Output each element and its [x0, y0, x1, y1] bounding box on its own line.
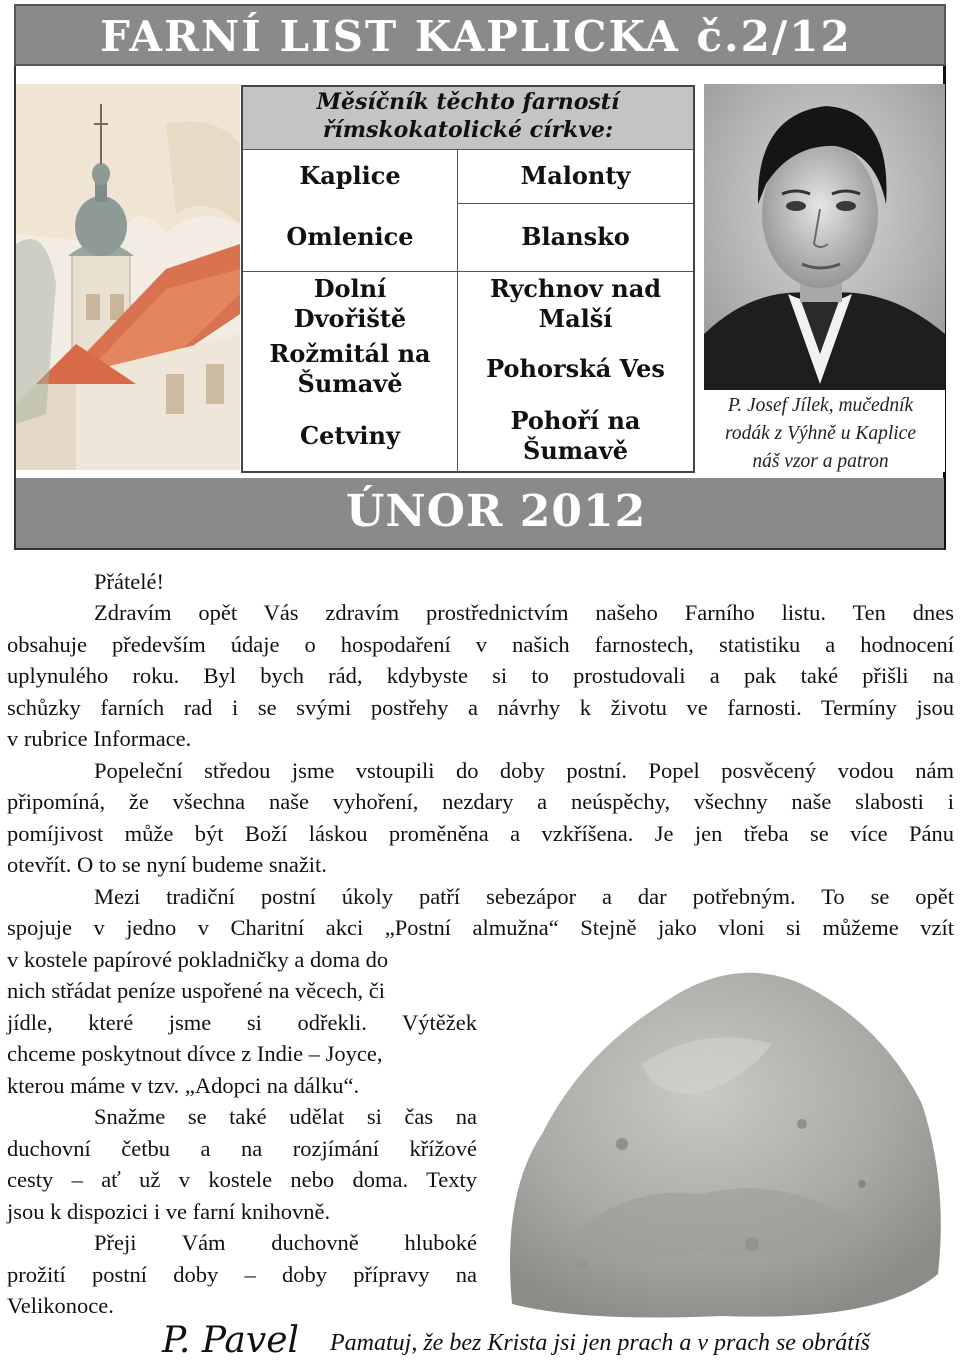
table-row-divider: [457, 203, 693, 204]
para5-line: Velikonoce.: [7, 1293, 114, 1318]
para4-line: cesty – ať už v kostele nebo doma. Texty: [7, 1167, 477, 1192]
title-bar: [14, 4, 946, 66]
para4-line: Snažme se také udělat si čas na: [94, 1104, 477, 1129]
parish-cetviny: Cetviny: [300, 421, 400, 450]
parish-table-heading: [243, 87, 693, 150]
parish-pohorska-ves: Pohorská Ves: [486, 354, 665, 383]
para1-line: obsahuje především údaje o hospodaření v našich farnostech, statistiku a hodnocení: [7, 632, 954, 657]
newsletter-title: FARNÍ LIST KAPLICKA č.2/12: [100, 12, 852, 61]
para3-line: nich střádat peníze uspořené na věcech, či: [7, 978, 385, 1003]
greeting: Přátelé!: [94, 569, 164, 594]
para1-line: v rubrice Informace.: [7, 726, 192, 751]
para3-line: Mezi tradiční postní úkoly patří sebezápor a dar potřebným. To se opět: [94, 884, 954, 909]
parish-blansko: Blansko: [521, 222, 630, 251]
ash-pile-illustration: [502, 944, 948, 1322]
para5-line: prožití postní doby – doby přípravy na: [7, 1262, 477, 1287]
month-bar: [16, 478, 944, 548]
para4-line: duchovní četbu a na rozjímání křížové: [7, 1136, 477, 1161]
para1-line: uplynulého roku. Byl bych rád, kdybyste si to prostudovali a pak také přišli na: [7, 663, 954, 688]
parish-omlenice: Omlenice: [286, 222, 414, 251]
para3-line: kterou máme v tzv. „Adopci na dálku“.: [7, 1073, 360, 1098]
para2-line: Popeleční středou jsme vstoupili do doby postní. Popel posvěcený vodou nám: [94, 758, 954, 783]
portrait-panel: [696, 84, 945, 472]
para5-line: Přeji Vám duchovně hluboké: [94, 1230, 477, 1255]
parish-table: [241, 85, 695, 473]
para1-line: Zdravím opět Vás zdravím prostřednictvím našeho Farního listu. Ten dnes: [94, 600, 954, 625]
table-row-divider: [243, 271, 693, 272]
para4-line: jsou k dispozici i ve farní knihovně.: [7, 1199, 331, 1224]
para2-line: otevřít. O to se nyní budeme snažit.: [7, 852, 327, 877]
footer-quote: Pamatuj, že bez Krista jsi jen prach a v prach se obrátíš: [330, 1330, 870, 1356]
para2-line: pomíjivost může být Boží láskou proměněna a vzkříšena. Je jen třeba se více Pánu: [7, 821, 954, 846]
para2-line: připomíná, že všechna naše vyhoření, nezdary a neúspěchy, všechny naše slabosti i: [7, 789, 954, 814]
para3-line: spojuje v jedno v Charitní akci „Postní almužna“ Stejně jako vloni si můžeme vzít: [7, 915, 954, 940]
church-painting-illustration: [16, 84, 240, 470]
parish-rychnov: Rychnov nad Malší: [489, 274, 662, 333]
parish-dolni-dvoriste: Dolní Dvořiště: [293, 274, 407, 333]
para3-line: v kostele papírové pokladničky a doma do: [7, 947, 389, 972]
para3-line: jídle, které jsme si odřekli. Výtěžek: [7, 1010, 477, 1035]
caption-line-1: P. Josef Jílek, mučedník: [727, 395, 914, 416]
heading-line-2: římskokatolické církve:: [322, 117, 614, 143]
signature: P. Pavel: [162, 1320, 300, 1361]
ash-pile-photo: [502, 944, 948, 1322]
parish-kaplice: Kaplice: [299, 161, 401, 190]
portrait-caption: [696, 392, 945, 472]
parish-malonty: Malonty: [520, 161, 631, 190]
heading-line-1: Měsíčník těchto farností: [316, 89, 620, 115]
issue-month: ÚNOR 2012: [346, 486, 647, 537]
para1-line: schůzky farních rad i se svými postřehy a návrhy k životu ve farnosti. Termíny jsou: [7, 695, 954, 720]
caption-line-2: rodák z Výhně u Kaplice: [725, 423, 916, 444]
church-painting: [16, 84, 240, 470]
caption-line-3: náš vzor a patron: [752, 451, 889, 472]
para3-line: chceme poskytnout dívce z Indie – Joyce,: [7, 1041, 383, 1066]
parish-rozmital: Rožmitál na Šumavě: [269, 339, 431, 398]
parish-pohori: Pohoří na Šumavě: [510, 406, 641, 465]
portrait-photo: [696, 84, 945, 390]
